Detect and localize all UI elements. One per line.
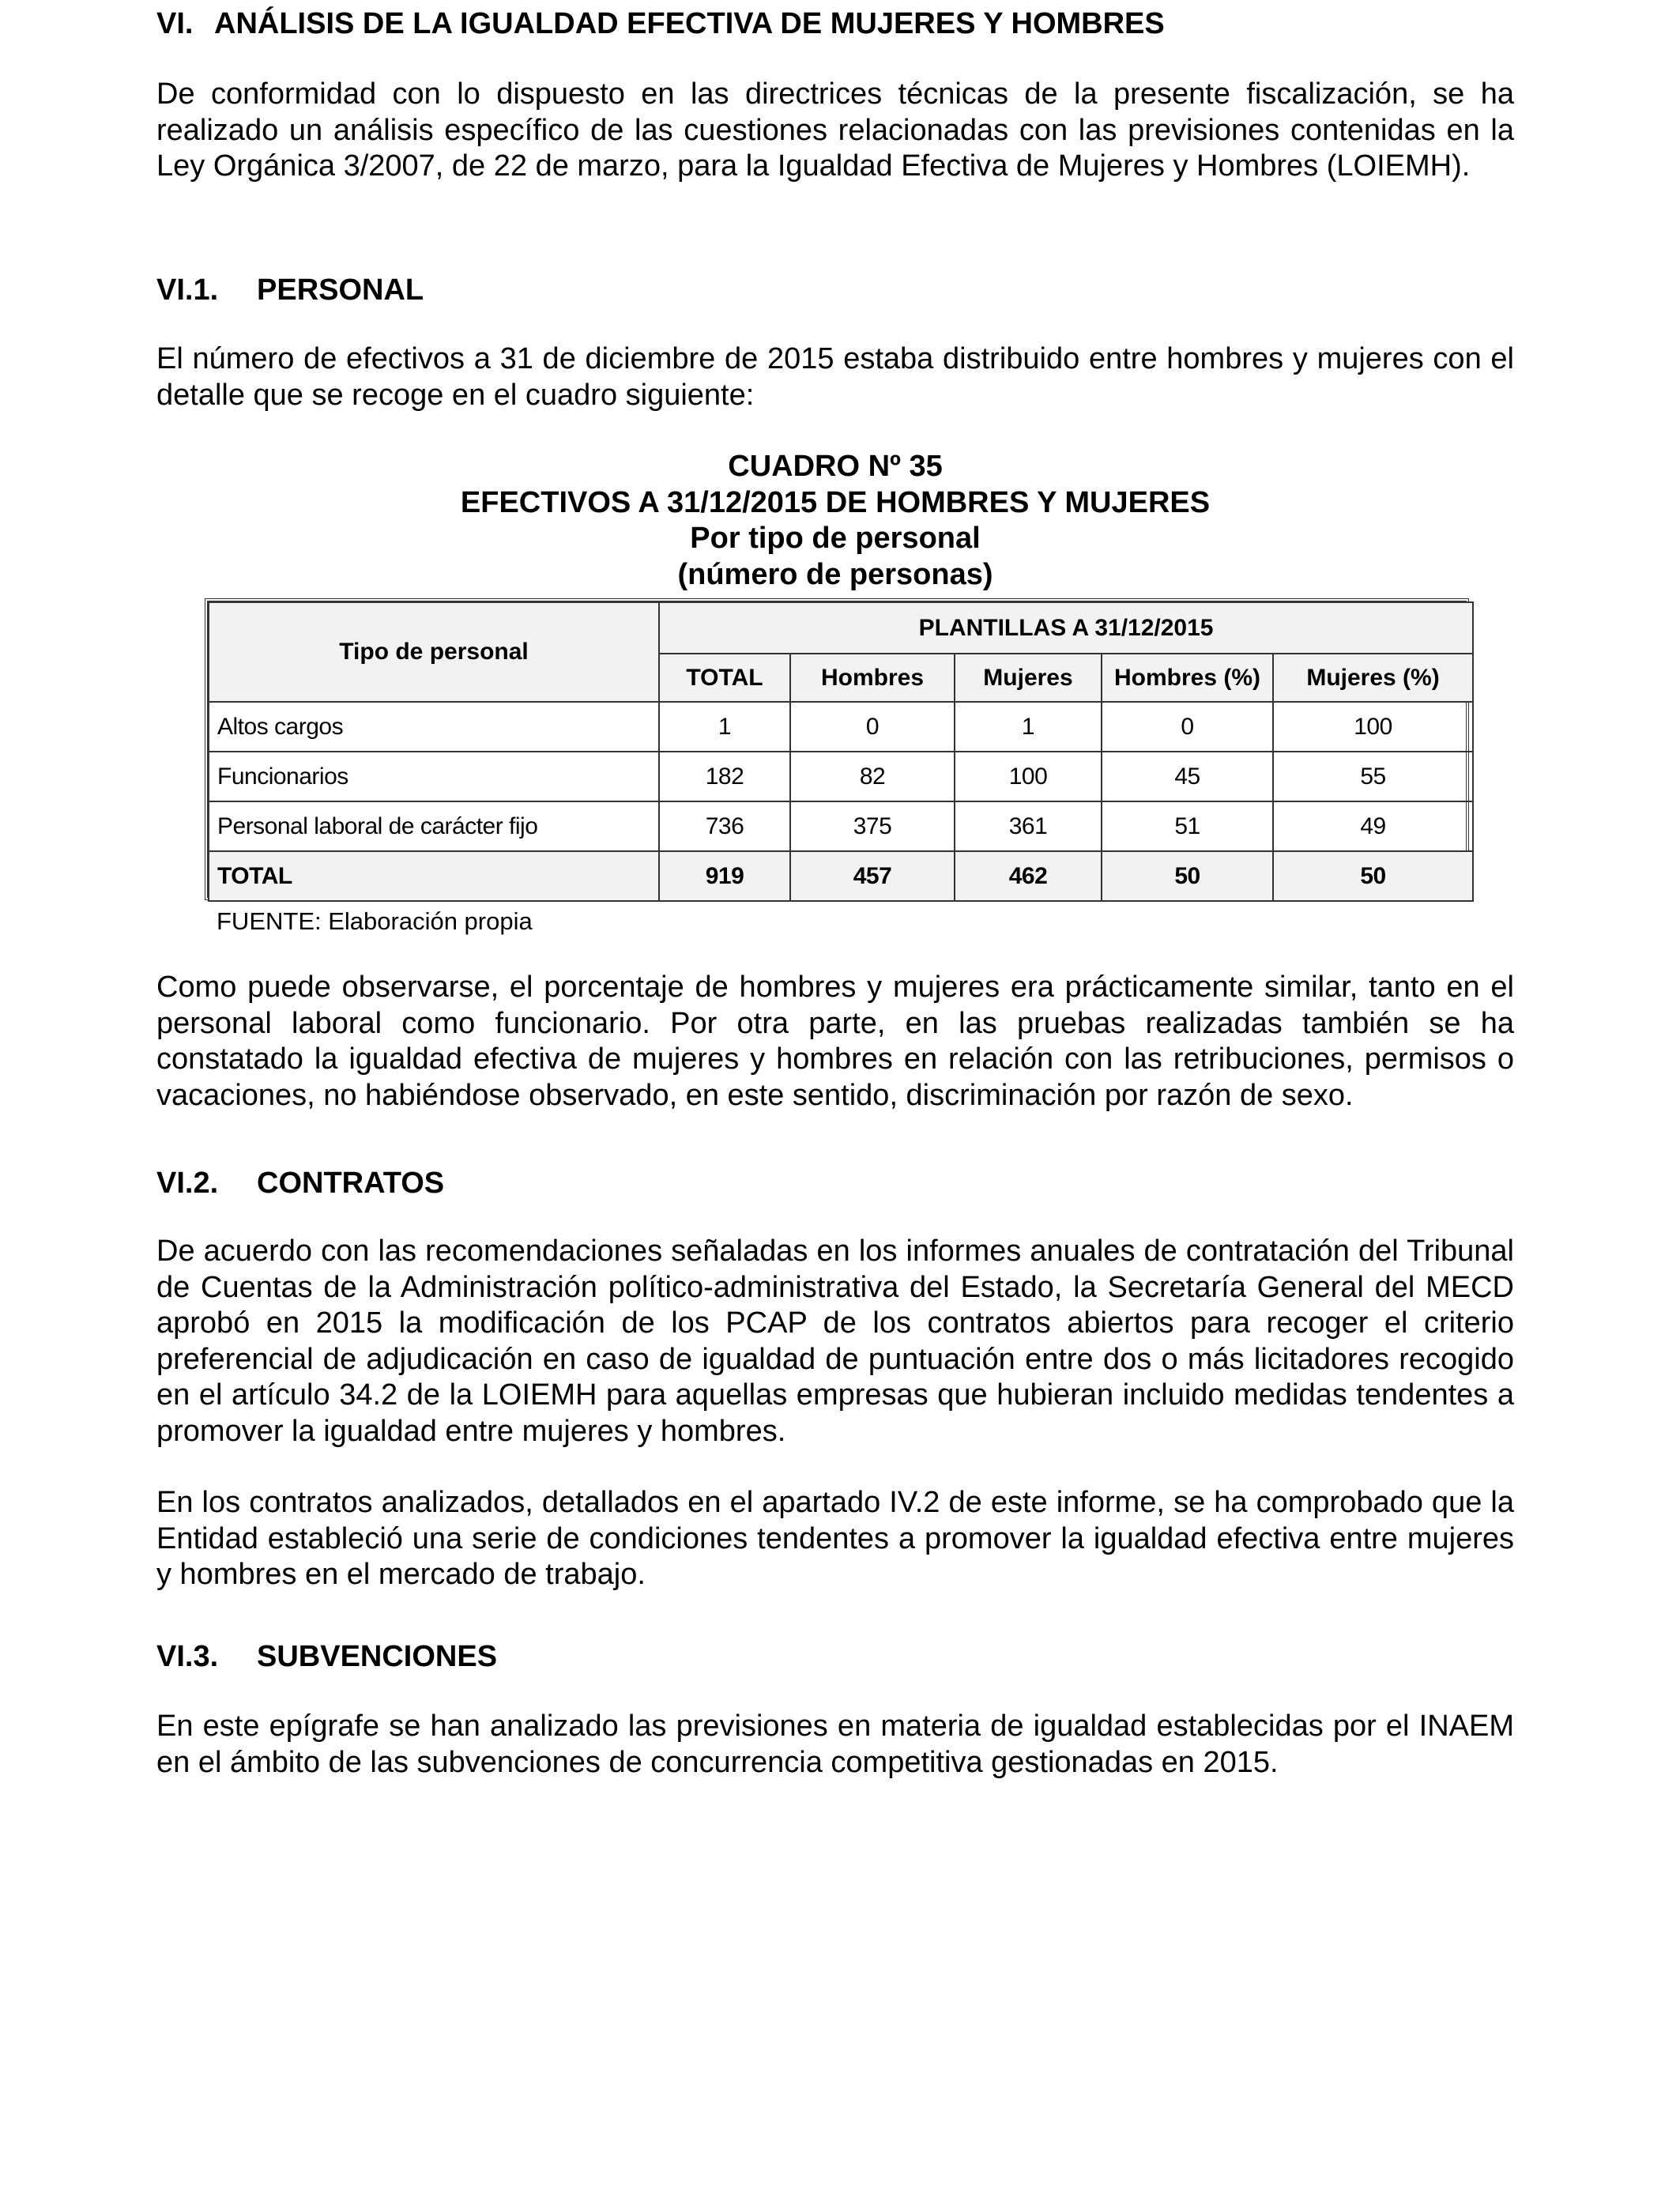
column-header: Mujeres (%) [1273,654,1473,702]
cell-mujeres-pct: 100 [1273,702,1473,752]
table-caption [156,449,1514,593]
table-units: (número de personas) [677,557,993,591]
table-source: FUENTE: Elaboración propia [217,907,533,935]
contratos-paragraph-2: En los contratos analizados, detallados en el apartado IV.2 de este informe, se ha comprobado que la Entidad estableció una serie de condiciones tendentes a promover la igualdad efectiva entre mujeres y hombres en el mercado de trabajo. [156,1486,1514,1591]
cell-hombres: 375 [790,801,955,851]
section-title: ANÁLISIS DE LA IGUALDAD EFECTIVA DE MUJERES Y HOMBRES [214,7,1165,40]
header-tipo-personal: Tipo de personal [209,602,659,702]
row-label: Funcionarios [209,752,659,801]
section-number: VI. [156,7,194,40]
table-row [209,801,1473,851]
table-row [209,752,1473,801]
column-header: TOTAL [659,654,790,702]
cell-total: 919 [659,851,790,901]
staff-table [208,601,1474,902]
subvenciones-paragraph: En este epígrafe se han analizado las previsiones en materia de igualdad establecidas por el INAEM en el ámbito de las subvenciones de concurrencia competitiva gestionadas en 2015. [156,1710,1514,1779]
section-title: SUBVENCIONES [257,1640,498,1673]
cell-mujeres: 361 [955,801,1102,851]
cell-total: 736 [659,801,790,851]
table-row [209,702,1473,752]
section-number: VI.3. [156,1640,219,1673]
section-number: VI.2. [156,1167,219,1200]
section-heading-vi2 [156,1167,444,1201]
cell-hombres: 82 [790,752,955,801]
cell-hombres: 0 [790,702,955,752]
table-total-row [209,851,1473,901]
cell-hombres-pct: 51 [1102,801,1273,851]
cell-hombres-pct: 50 [1102,851,1273,901]
intro-paragraph: De conformidad con lo dispuesto en las directrices técnicas de la presente fiscalización, se ha realizado un análisis específico de las cuestiones relacionadas con las previsiones contenidas en la Ley Orgánica 3/2007, de 22 de marzo, para la Igualdad Efectiva de Mujeres y Hombres (LOIEMH). [156,77,1514,183]
section-heading-vi1 [156,273,424,307]
section-heading-vi [156,7,1165,41]
contratos-paragraph-1: De acuerdo con las recomendaciones señaladas en los informes anuales de contratación del Tribunal de Cuentas de la Administración político-administrativa del Estado, la Secretaría General del MECD aprobó en 2015 la modificación de los PCAP de los contratos abiertos para recoger el criterio preferencial de adjudicación en caso de igualdad de puntuación entre dos o más licitadores recogido en el artículo 34.2 de la LOIEMH para aquellas empresas que hubieran incluido medidas tendentes a promover la igualdad entre mujeres y hombres. [156,1235,1514,1448]
cell-mujeres: 100 [955,752,1102,801]
section-heading-vi3 [156,1640,497,1674]
personal-conclusion-paragraph: Como puede observarse, el porcentaje de hombres y mujeres era prácticamente similar, tanto en el personal laboral como funcionario. Por otra parte, en las pruebas realizadas también se ha constatado la igualdad efectiva de mujeres y hombres en relación con las retribuciones, permisos o vacaciones, no habiéndose observado, en este sentido, discriminación por razón de sexo. [156,971,1514,1112]
row-label: TOTAL [209,851,659,901]
column-header: Hombres (%) [1102,654,1273,702]
cell-mujeres-pct: 49 [1273,801,1473,851]
table-number: CUADRO Nº 35 [728,450,943,483]
column-header: Mujeres [955,654,1102,702]
cell-mujeres: 462 [955,851,1102,901]
header-plantillas: PLANTILLAS A 31/12/2015 [659,602,1473,654]
cell-mujeres: 1 [955,702,1102,752]
cell-total: 182 [659,752,790,801]
section-title: PERSONAL [257,273,424,307]
section-title: CONTRATOS [257,1167,445,1200]
column-header: Hombres [790,654,955,702]
cell-mujeres-pct: 50 [1273,851,1473,901]
cell-total: 1 [659,702,790,752]
table-subtitle: Por tipo de personal [690,522,981,555]
row-label: Personal laboral de carácter fijo [209,801,659,851]
cell-hombres: 457 [790,851,955,901]
cell-mujeres-pct: 55 [1273,752,1473,801]
table-title: EFECTIVOS A 31/12/2015 DE HOMBRES Y MUJERES [460,485,1211,519]
row-label: Altos cargos [209,702,659,752]
staff-table-frame [205,598,1469,900]
personal-paragraph: El número de efectivos a 31 de diciembre de 2015 estaba distribuido entre hombres y mujeres con el detalle que se recoge en el cuadro siguiente: [156,342,1514,412]
cell-hombres-pct: 0 [1102,702,1273,752]
section-number: VI.1. [156,273,219,307]
cell-hombres-pct: 45 [1102,752,1273,801]
